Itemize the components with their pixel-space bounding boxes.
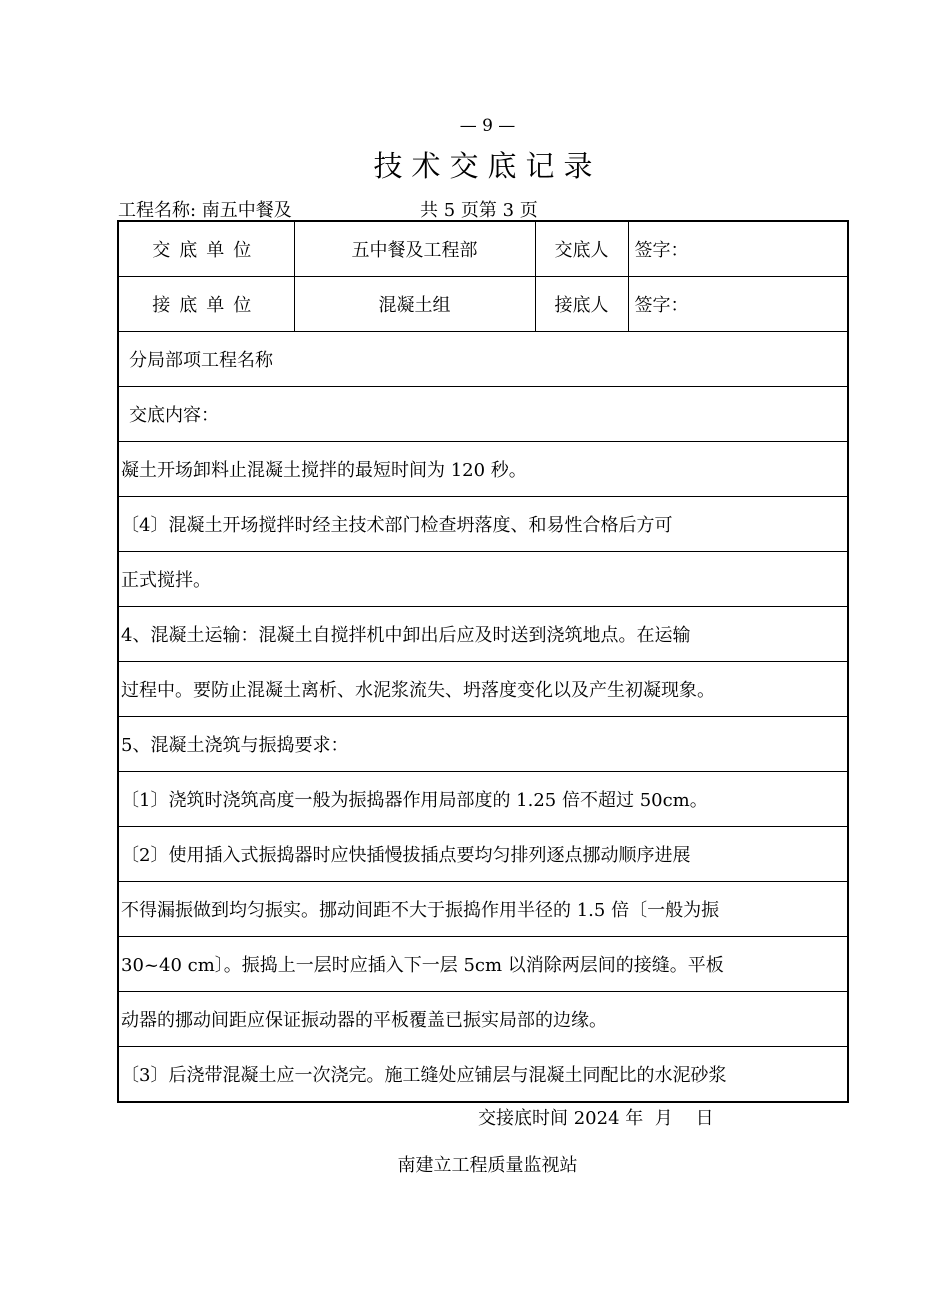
content-line-text: 〔4〕混凝土开场搅拌时经主技术部门检查坍落度、和易性合格后方可 <box>118 497 848 552</box>
content-line <box>118 992 848 1047</box>
content-line-text: 〔3〕后浇带混凝土应一次浇完。施工缝处应铺层与混凝土同配比的水泥砂浆 <box>118 1047 848 1103</box>
content-line-text: 5、混凝土浇筑与振捣要求： <box>118 717 848 772</box>
table-row-content-label <box>118 387 848 442</box>
supervision-station: 南建立工程质量监视站 <box>397 1155 578 1176</box>
handover-signature-field: 签字： <box>628 221 848 277</box>
page-number: — 9 — <box>459 116 516 136</box>
subproject-name-label: 分局部项工程名称 <box>118 332 848 387</box>
receiving-person-label: 接底人 <box>535 277 628 332</box>
table-row-handover-unit <box>118 221 848 277</box>
content-line <box>118 607 848 662</box>
content-line-text: 4、混凝土运输：混凝土自搅拌机中卸出后应及时送到浇筑地点。在运输 <box>118 607 848 662</box>
content-line <box>118 937 848 992</box>
handover-unit-label: 交底单位 <box>118 221 294 277</box>
handover-unit-value: 五中餐及工程部 <box>294 221 535 277</box>
content-line <box>118 442 848 497</box>
document-title: 技术交底记录 <box>373 149 602 183</box>
table-row-subproject <box>118 332 848 387</box>
content-line-text: 〔2〕使用插入式振捣器时应快插慢拔插点要均匀排列逐点挪动顺序进展 <box>118 827 848 882</box>
content-line <box>118 497 848 552</box>
content-line-text: 过程中。要防止混凝土离析、水泥浆流失、坍落度变化以及产生初凝现象。 <box>118 662 848 717</box>
page-count: 共 5 页第 3 页 <box>420 200 538 221</box>
content-line <box>118 827 848 882</box>
record-table <box>117 220 849 1103</box>
receiving-unit-value: 混凝土组 <box>294 277 535 332</box>
content-line-text: 〔1〕浇筑时浇筑高度一般为振捣器作用局部度的 1.25 倍不超过 50cm。 <box>118 772 848 827</box>
handover-time: 交接底时间 2024 年 月 日 <box>478 1108 714 1129</box>
content-line <box>118 552 848 607</box>
content-line <box>118 882 848 937</box>
receiving-signature-field: 签字： <box>628 277 848 332</box>
content-label: 交底内容： <box>118 387 848 442</box>
content-line-text: 30~40 cm〕。振捣上一层时应插入下一层 5cm 以消除两层间的接缝。平板 <box>118 937 848 992</box>
content-line <box>118 772 848 827</box>
content-line <box>118 662 848 717</box>
receiving-unit-label: 接底单位 <box>118 277 294 332</box>
content-line-text: 动器的挪动间距应保证振动器的平板覆盖已振实局部的边缘。 <box>118 992 848 1047</box>
content-line-text: 正式搅拌。 <box>118 552 848 607</box>
content-line <box>118 1047 848 1103</box>
content-line <box>118 717 848 772</box>
project-name: 工程名称: 南五中餐及 <box>118 200 292 221</box>
content-line-text: 凝土开场卸料止混凝土搅拌的最短时间为 120 秒。 <box>118 442 848 497</box>
handover-person-label: 交底人 <box>535 221 628 277</box>
project-info-line <box>118 196 538 222</box>
content-line-text: 不得漏振做到均匀振实。挪动间距不大于振捣作用半径的 1.5 倍〔一般为振 <box>118 882 848 937</box>
table-row-receiving-unit <box>118 277 848 332</box>
